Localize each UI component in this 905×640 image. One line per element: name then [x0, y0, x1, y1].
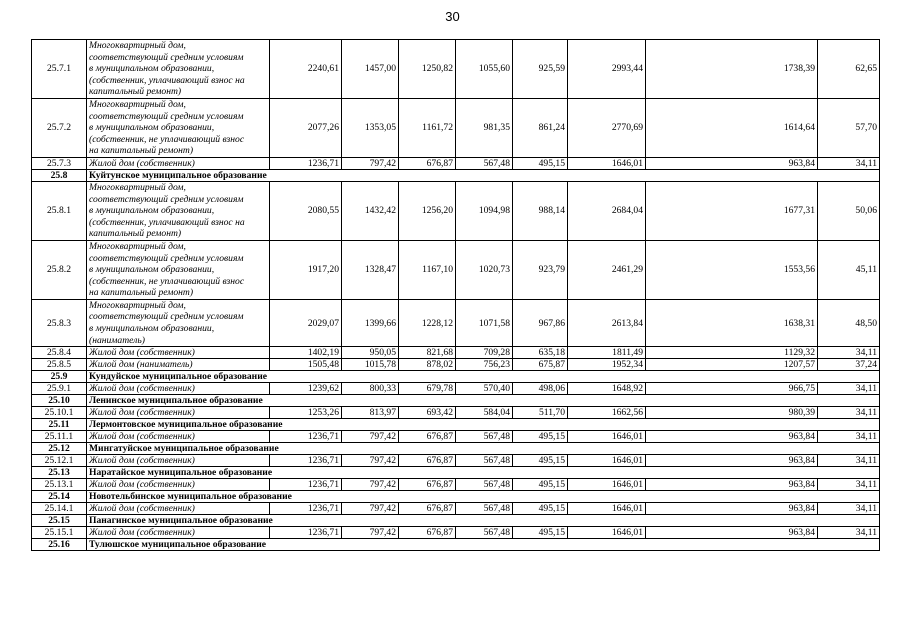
value-col-8: 34,11 [818, 347, 880, 359]
value-col-4: 709,28 [456, 347, 513, 359]
row-description [87, 455, 270, 467]
value-col-7: 963,84 [646, 157, 818, 169]
value-col-2: 813,97 [342, 407, 399, 419]
section-row [32, 395, 880, 407]
row-code: 25.8.5 [32, 359, 87, 371]
row-description [87, 40, 270, 99]
row-description [87, 383, 270, 395]
value-col-8: 34,11 [818, 383, 880, 395]
value-col-7: 1614,64 [646, 98, 818, 157]
section-code: 25.14 [32, 491, 87, 503]
description-line: (собственник, не уплачивающий взнос [89, 133, 245, 145]
value-col-6: 1952,34 [568, 359, 646, 371]
section-filler [399, 539, 880, 551]
section-code: 25.12 [32, 443, 87, 455]
description-line: Многоквартирный дом, [89, 40, 186, 51]
value-col-3: 676,87 [399, 431, 456, 443]
value-col-6: 1646,01 [568, 527, 646, 539]
value-col-4: 1071,58 [456, 299, 513, 346]
value-col-8: 34,11 [818, 479, 880, 491]
value-col-6: 1646,01 [568, 503, 646, 515]
value-col-6: 2770,69 [568, 98, 646, 157]
section-code: 25.13 [32, 467, 87, 479]
description-line: соответствующий средним условиям [89, 193, 244, 205]
value-col-6: 1648,92 [568, 383, 646, 395]
section-row [32, 443, 880, 455]
value-col-1: 1253,26 [270, 407, 342, 419]
value-col-1: 1236,71 [270, 503, 342, 515]
value-col-6: 2993,44 [568, 40, 646, 99]
description-line: Жилой дом (собственник) [89, 503, 195, 515]
value-col-3: 878,02 [399, 359, 456, 371]
table-row [32, 431, 880, 443]
value-col-6: 1646,01 [568, 479, 646, 491]
value-col-3: 676,87 [399, 479, 456, 491]
value-col-2: 950,05 [342, 347, 399, 359]
row-code: 25.15.1 [32, 527, 87, 539]
value-col-5: 925,59 [513, 40, 568, 99]
description-line: (собственник, уплачивающий взнос на [89, 216, 245, 228]
section-filler [399, 419, 880, 431]
value-col-4: 981,35 [456, 98, 513, 157]
description-line: в муниципальном образовании, [89, 205, 215, 217]
value-col-7: 1638,31 [646, 299, 818, 346]
value-col-3: 821,68 [399, 347, 456, 359]
value-col-4: 567,48 [456, 503, 513, 515]
value-col-7: 963,84 [646, 527, 818, 539]
row-description [87, 98, 270, 157]
value-col-1: 2077,26 [270, 98, 342, 157]
description-line: Жилой дом (собственник) [89, 347, 195, 359]
section-title: Кундуйское муниципальное образование [87, 371, 399, 383]
value-col-4: 567,48 [456, 455, 513, 467]
section-title: Новотельбинское муниципальное образование [87, 491, 399, 503]
description-line: в муниципальном образовании, [89, 323, 215, 335]
value-col-8: 34,11 [818, 527, 880, 539]
table-row [32, 359, 880, 371]
section-title: Панагинское муниципальное образование [87, 515, 399, 527]
value-col-8: 34,11 [818, 157, 880, 169]
value-col-2: 797,42 [342, 157, 399, 169]
section-code: 25.15 [32, 515, 87, 527]
row-description [87, 359, 270, 371]
value-col-6: 1811,49 [568, 347, 646, 359]
value-col-8: 34,11 [818, 431, 880, 443]
row-code: 25.10.1 [32, 407, 87, 419]
value-col-3: 1161,72 [399, 98, 456, 157]
value-col-1: 1236,71 [270, 479, 342, 491]
description-line: соответствующий средним условиям [89, 51, 244, 63]
section-code: 25.8 [32, 169, 87, 181]
tariff-table [31, 39, 880, 551]
row-code: 25.8.1 [32, 181, 87, 240]
description-line: соответствующий средним условиям [89, 311, 244, 323]
description-line: Жилой дом (собственник) [89, 431, 195, 443]
value-col-2: 797,42 [342, 503, 399, 515]
value-col-2: 797,42 [342, 527, 399, 539]
table-row [32, 383, 880, 395]
description-line: Многоквартирный дом, [89, 240, 186, 252]
value-col-4: 584,04 [456, 407, 513, 419]
table-row [32, 455, 880, 467]
value-col-5: 511,70 [513, 407, 568, 419]
value-col-8: 62,65 [818, 40, 880, 99]
description-line: Многоквартирный дом, [89, 98, 186, 110]
description-line: Многоквартирный дом, [89, 299, 186, 311]
value-col-4: 570,40 [456, 383, 513, 395]
value-col-3: 676,87 [399, 157, 456, 169]
value-col-6: 2461,29 [568, 240, 646, 299]
row-code: 25.8.4 [32, 347, 87, 359]
table-body [32, 40, 880, 551]
table-row [32, 98, 880, 157]
value-col-5: 495,15 [513, 503, 568, 515]
value-col-3: 1256,20 [399, 181, 456, 240]
value-col-1: 1236,71 [270, 431, 342, 443]
row-description [87, 527, 270, 539]
value-col-3: 679,78 [399, 383, 456, 395]
value-col-2: 1328,47 [342, 240, 399, 299]
description-line: в муниципальном образовании, [89, 63, 215, 75]
value-col-6: 1646,01 [568, 431, 646, 443]
section-title: Мингатуйское муниципальное образование [87, 443, 399, 455]
value-col-3: 1228,12 [399, 299, 456, 346]
description-line: в муниципальном образовании, [89, 122, 215, 134]
table-row [32, 240, 880, 299]
description-line: Жилой дом (собственник) [89, 407, 195, 419]
value-col-3: 676,87 [399, 527, 456, 539]
value-col-6: 1662,56 [568, 407, 646, 419]
value-col-5: 495,15 [513, 527, 568, 539]
value-col-1: 2029,07 [270, 299, 342, 346]
value-col-2: 1432,42 [342, 181, 399, 240]
description-line: Жилой дом (собственник) [89, 383, 195, 395]
value-col-6: 1646,01 [568, 455, 646, 467]
value-col-5: 861,24 [513, 98, 568, 157]
row-description [87, 503, 270, 515]
value-col-3: 693,42 [399, 407, 456, 419]
section-row [32, 169, 880, 181]
table-row [32, 527, 880, 539]
table-row [32, 40, 880, 99]
description-line: соответствующий средним условиям [89, 252, 244, 264]
section-title: Тулюшское муниципальное образование [87, 539, 399, 551]
row-description [87, 479, 270, 491]
page-number: 30 [445, 9, 460, 24]
description-line: Жилой дом (собственник) [89, 455, 195, 467]
value-col-5: 923,79 [513, 240, 568, 299]
value-col-5: 988,14 [513, 181, 568, 240]
value-col-1: 2080,55 [270, 181, 342, 240]
table-row [32, 479, 880, 491]
section-row [32, 467, 880, 479]
table-row [32, 181, 880, 240]
value-col-8: 37,24 [818, 359, 880, 371]
row-code: 25.11.1 [32, 431, 87, 443]
section-filler [399, 395, 880, 407]
value-col-2: 1457,00 [342, 40, 399, 99]
value-col-7: 963,84 [646, 455, 818, 467]
section-filler [399, 371, 880, 383]
value-col-3: 1250,82 [399, 40, 456, 99]
description-line: Жилой дом (собственник) [89, 479, 195, 491]
section-title: Ленинское муниципальное образование [87, 395, 399, 407]
row-code: 25.7.1 [32, 40, 87, 99]
row-description [87, 157, 270, 169]
description-line: на капитальный ремонт) [89, 145, 194, 157]
value-col-2: 1399,66 [342, 299, 399, 346]
value-col-5: 967,86 [513, 299, 568, 346]
table-row [32, 299, 880, 346]
value-col-5: 675,87 [513, 359, 568, 371]
value-col-8: 45,11 [818, 240, 880, 299]
value-col-2: 797,42 [342, 479, 399, 491]
value-col-4: 567,48 [456, 431, 513, 443]
section-code: 25.10 [32, 395, 87, 407]
description-line: соответствующий средним условиям [89, 110, 244, 122]
section-title: Наратайское муниципальное образование [87, 467, 399, 479]
value-col-5: 495,15 [513, 455, 568, 467]
section-code: 25.11 [32, 419, 87, 431]
section-title: Лермонтовское муниципальное образование [87, 419, 399, 431]
value-col-6: 1646,01 [568, 157, 646, 169]
value-col-7: 1677,31 [646, 181, 818, 240]
description-line: Жилой дом (собственник) [89, 157, 195, 169]
row-description [87, 347, 270, 359]
row-code: 25.8.2 [32, 240, 87, 299]
value-col-3: 1167,10 [399, 240, 456, 299]
value-col-1: 2240,61 [270, 40, 342, 99]
value-col-3: 676,87 [399, 455, 456, 467]
description-line: капитальный ремонт) [89, 228, 182, 240]
value-col-4: 1094,98 [456, 181, 513, 240]
section-row [32, 491, 880, 503]
row-code: 25.13.1 [32, 479, 87, 491]
value-col-2: 1353,05 [342, 98, 399, 157]
row-description [87, 431, 270, 443]
value-col-5: 498,06 [513, 383, 568, 395]
description-line: Жилой дом (наниматель) [89, 359, 193, 371]
section-filler [399, 443, 880, 455]
row-code: 25.12.1 [32, 455, 87, 467]
row-code: 25.14.1 [32, 503, 87, 515]
value-col-6: 2613,84 [568, 299, 646, 346]
section-row [32, 539, 880, 551]
section-filler [399, 491, 880, 503]
value-col-8: 34,11 [818, 407, 880, 419]
value-col-5: 635,18 [513, 347, 568, 359]
value-col-7: 1129,32 [646, 347, 818, 359]
description-line: (собственник, не уплачивающий взнос [89, 275, 245, 287]
section-row [32, 419, 880, 431]
value-col-7: 1738,39 [646, 40, 818, 99]
value-col-4: 567,48 [456, 157, 513, 169]
value-col-3: 676,87 [399, 503, 456, 515]
value-col-4: 567,48 [456, 479, 513, 491]
value-col-5: 495,15 [513, 479, 568, 491]
section-filler [399, 515, 880, 527]
row-code: 25.8.3 [32, 299, 87, 346]
value-col-4: 1055,60 [456, 40, 513, 99]
value-col-5: 495,15 [513, 157, 568, 169]
value-col-8: 34,11 [818, 455, 880, 467]
value-col-1: 1402,19 [270, 347, 342, 359]
value-col-6: 2684,04 [568, 181, 646, 240]
section-code: 25.16 [32, 539, 87, 551]
value-col-7: 963,84 [646, 431, 818, 443]
description-line: в муниципальном образовании, [89, 264, 215, 276]
value-col-7: 966,75 [646, 383, 818, 395]
section-title: Куйтунское муниципальное образование [87, 169, 399, 181]
value-col-1: 1917,20 [270, 240, 342, 299]
table-row [32, 157, 880, 169]
section-code: 25.9 [32, 371, 87, 383]
description-line: капитальный ремонт) [89, 86, 182, 98]
description-line: (наниматель) [89, 334, 145, 346]
section-filler [399, 169, 880, 181]
value-col-4: 567,48 [456, 527, 513, 539]
value-col-7: 980,39 [646, 407, 818, 419]
value-col-1: 1236,71 [270, 455, 342, 467]
value-col-8: 48,50 [818, 299, 880, 346]
table-row [32, 347, 880, 359]
value-col-7: 963,84 [646, 503, 818, 515]
description-line: Жилой дом (собственник) [89, 527, 195, 539]
value-col-7: 1553,56 [646, 240, 818, 299]
value-col-1: 1239,62 [270, 383, 342, 395]
value-col-8: 34,11 [818, 503, 880, 515]
value-col-4: 756,23 [456, 359, 513, 371]
table-row [32, 407, 880, 419]
row-description [87, 407, 270, 419]
value-col-2: 797,42 [342, 431, 399, 443]
value-col-7: 963,84 [646, 479, 818, 491]
value-col-5: 495,15 [513, 431, 568, 443]
value-col-1: 1236,71 [270, 157, 342, 169]
description-line: Многоквартирный дом, [89, 181, 186, 193]
section-row [32, 515, 880, 527]
table-row [32, 503, 880, 515]
value-col-2: 1015,78 [342, 359, 399, 371]
value-col-7: 1207,57 [646, 359, 818, 371]
value-col-1: 1236,71 [270, 527, 342, 539]
value-col-8: 57,70 [818, 98, 880, 157]
value-col-2: 800,33 [342, 383, 399, 395]
section-filler [399, 467, 880, 479]
description-line: на капитальный ремонт) [89, 287, 194, 299]
row-description [87, 299, 270, 346]
row-description [87, 181, 270, 240]
value-col-8: 50,06 [818, 181, 880, 240]
section-row [32, 371, 880, 383]
row-code: 25.7.3 [32, 157, 87, 169]
row-description [87, 240, 270, 299]
row-code: 25.7.2 [32, 98, 87, 157]
value-col-1: 1505,48 [270, 359, 342, 371]
value-col-2: 797,42 [342, 455, 399, 467]
value-col-4: 1020,73 [456, 240, 513, 299]
description-line: (собственник, уплачивающий взнос на [89, 74, 245, 86]
row-code: 25.9.1 [32, 383, 87, 395]
